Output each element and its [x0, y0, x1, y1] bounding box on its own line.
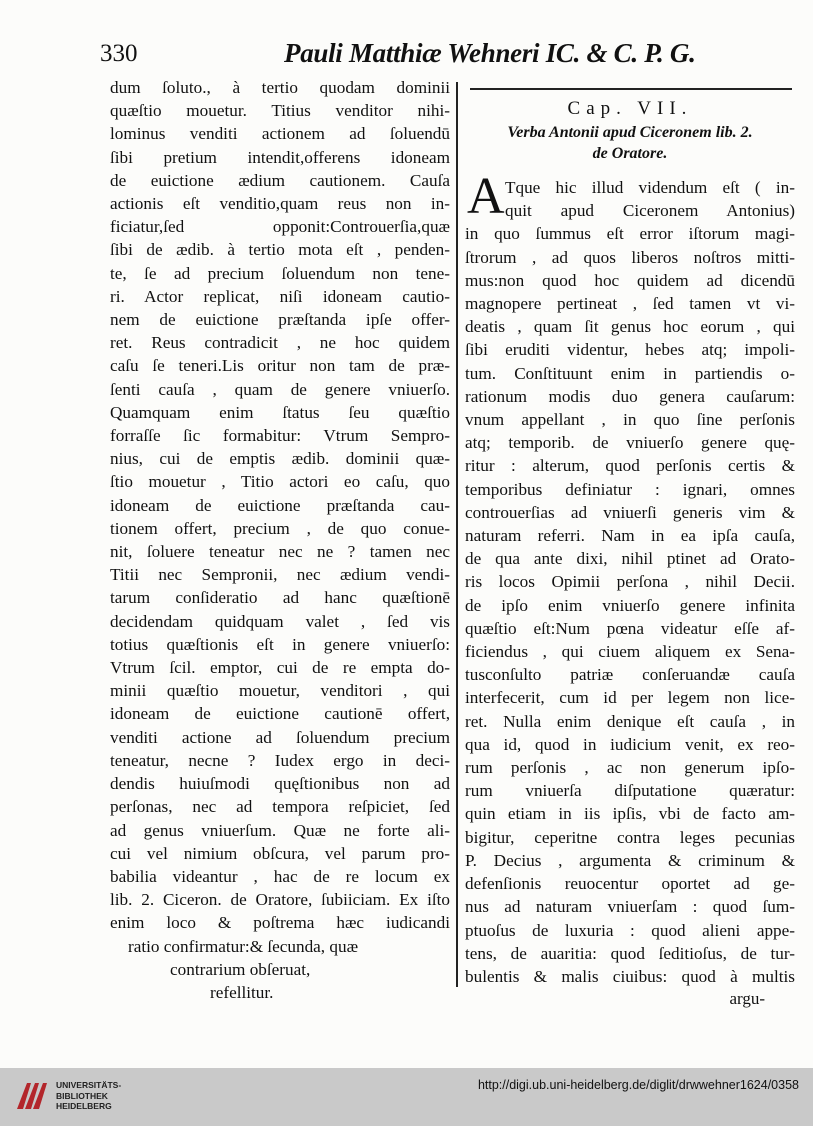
left-column	[110, 76, 450, 1004]
text-line: de qua ante dixi, nihil ptinet ad Orato-	[465, 549, 795, 569]
text-line: tarum conſideratio ad hanc quæſtionē	[110, 588, 450, 608]
text-line: quæſtio mouetur. Titius venditor nihi-	[110, 101, 450, 121]
text-line: tusconſulto patriæ conſeruandæ cauſa	[465, 665, 795, 685]
text-line: lib. 2. Ciceron. de Oratore, ſubiiciam. Ex iſto	[110, 890, 450, 910]
text-line: te, ſe ad precium ſoluendum non tene-	[110, 263, 450, 283]
text-line: ficiatur,ſed opponit:Controuerſia,quæ	[110, 217, 450, 237]
text-line: ret. Reus contradicit , ne hoc quidem	[110, 333, 450, 353]
text-line: quin etiam in iis ipſis, vbi de facto am-	[465, 804, 795, 824]
text-line: idoneam de euictione præſtanda cau-	[110, 495, 450, 515]
text-line: atq; temporib. de vniuerſo genere quę-	[465, 433, 795, 453]
text-line: temporibus definiatur : ignari, omnes	[465, 479, 795, 499]
text-line: totius quæſtionis eſt in genere vniuerſo:	[110, 634, 450, 654]
catchword: argu-	[729, 989, 765, 1009]
text-line: rationum modis duo genera cauſarum:	[465, 386, 795, 406]
running-head: Pauli Matthiæ Wehneri IC. & C. P. G.	[284, 38, 696, 68]
text-line: Quamquam enim ſtatus ſeu quæſtio	[110, 402, 450, 422]
text-line: defenſionis reuocentur oportet ad ge-	[465, 874, 795, 894]
text-line: perſonas, nec ad tempora reſpiciet, ſed	[110, 797, 450, 817]
text-line: contrarium obſeruat,	[170, 959, 311, 979]
chapter-title: Cap. VII.	[567, 98, 693, 119]
right-column-lines	[465, 176, 795, 988]
library-name-line: HEIDELBERG	[56, 1101, 112, 1111]
text-line: mus:non quod hoc quidem ad dicendū	[465, 270, 795, 290]
text-line: de ipſo enim vniuerſo genere infinita	[465, 595, 795, 615]
text-line: ratio confirmatur:& ſecunda, quæ	[128, 936, 359, 956]
text-line: in quo ſummus eſt error iſtorum magi-	[465, 224, 795, 244]
text-line: deatis , quam ſit genus hoc eorum , qui	[465, 317, 795, 337]
text-line: quæſtio eſt:Num pœna videatur eſſe af-	[465, 618, 795, 638]
text-line: enim loco & poſtrema hæc iudicandi	[110, 913, 450, 933]
text-line: magnopere pertineat , ſed tamen vt vi-	[465, 294, 795, 314]
text-line: ſibi eruditi videntur, hebes atq; impoli-	[465, 340, 795, 360]
text-line: decidendam quidquam valet , ſed vis	[110, 611, 450, 631]
text-line: dendis huiuſmodi quęſtionibus non ad	[110, 774, 450, 794]
text-line: lominus venditi actionem ad ſoluendū	[110, 124, 450, 144]
text-line: tens, de auaritia: quod ſeditioſus, de tur-	[465, 943, 795, 963]
drop-initial: A	[467, 168, 505, 225]
text-line: nit, ſoluere teneatur nec ne ? tamen nec	[110, 542, 450, 562]
text-line: interfecerit, cum id per legem non lice-	[465, 688, 795, 708]
chapter-rubric-line-2: de Oratore.	[592, 145, 668, 162]
text-line: refellitur.	[210, 982, 274, 1002]
text-line: ret. Nulla enim denique eſt cauſa , in	[465, 711, 795, 731]
text-line: ad genus vniuerſum. Quæ ne forte ali-	[110, 820, 450, 840]
text-line: rum perſonis , ac non generum ipſo-	[465, 758, 795, 778]
library-name-line: BIBLIOTHEK	[56, 1090, 108, 1101]
text-line: de euictione ædium cautionem. Cauſa	[110, 170, 450, 190]
text-line: ritur : alterum, quod perſonis certis &	[465, 456, 795, 476]
text-line: ficiendus , qui ciuem aliquem ex Sena-	[465, 642, 795, 662]
viewer-footer	[0, 1068, 813, 1126]
text-line: tionem offert, precium , de quo conue-	[110, 518, 450, 538]
text-line: forraſſe ſic formabitur: Vtrum Sempro-	[110, 426, 450, 446]
text-line: venditi actione ad ſoluendum precium	[110, 727, 450, 747]
text-line: bulentis & malis ciuibus: quod à multis	[465, 966, 795, 986]
chapter-body	[465, 168, 795, 988]
library-name-line: UNIVERSITÄTS-	[56, 1080, 122, 1090]
text-line: ſenti cauſa , quam de genere vniuerſo.	[110, 379, 450, 399]
text-line: nem de euictione præſtanda ipſe offer-	[110, 310, 450, 330]
text-line: Vtrum ſcil. emptor, cui de re empta do-	[110, 658, 450, 678]
text-line: teneatur, necne ? Iudex ergo in deci-	[110, 750, 450, 770]
text-line: dum ſoluto., à tertio quodam dominii	[110, 78, 450, 97]
text-line: ſibi de ædib. à tertio mota eſt , penden-	[110, 240, 450, 260]
text-line: ſibi pretium intendit,offerens idoneam	[110, 147, 450, 167]
document-url-link[interactable]: http://digi.ub.uni-heidelberg.de/diglit/drwwehner1624/0358	[477, 1078, 799, 1092]
text-line: babilia videantur , hac de re locum ex	[110, 866, 450, 886]
right-column	[465, 90, 795, 1010]
university-library-logo-icon	[14, 1079, 48, 1113]
column-divider	[456, 82, 458, 987]
text-line: actionis eſt venditio,quam reus non in-	[110, 194, 450, 214]
text-line: naturam referri. Nam in ea ipſa cauſa,	[465, 526, 795, 546]
text-line: ſtio mouetur , Titio actori eo caſu, quo	[110, 472, 450, 492]
page-number: 330	[100, 40, 138, 67]
text-line: Titii nec Sempronii, nec ædium vendi-	[110, 565, 450, 585]
text-line: quit apud Ciceronem Antonius)	[505, 201, 795, 221]
text-line: rum vniuerſa diſputatione quæratur:	[465, 781, 795, 801]
text-line: vnum appellant , in quo ſine perſonis	[465, 410, 795, 430]
text-line: caſu ſe teneri.Lis oritur non tam de præ-	[110, 356, 450, 376]
text-line: ri. Actor replicat, niſi idoneam cautio-	[110, 286, 450, 306]
page-header	[100, 38, 720, 72]
text-line: P. Decius , argumenta & criminum &	[465, 850, 795, 870]
text-line: ris locos Opimii perſona , nihil Decii.	[465, 572, 795, 592]
text-line: tum. Conſtituunt enim in partiendis o-	[465, 363, 795, 383]
text-line: bigitur, ceperitne contra leges pecunias	[465, 827, 795, 847]
text-line: controuerſias ad vniuerſi generis vim &	[465, 502, 795, 522]
text-line: nius, cui de emptis ædib. dominii quæ-	[110, 449, 450, 469]
library-name	[56, 1080, 121, 1112]
text-line: idoneam de euictione cautionē offert,	[110, 704, 450, 724]
chapter-rubric-line-1: Verba Antonii apud Ciceronem lib. 2.	[507, 124, 753, 141]
text-line: ptuoſus de luxuria : quod alieni appe-	[465, 920, 795, 940]
text-line: Tque hic illud videndum eſt ( in-	[505, 178, 795, 197]
text-line: qua id, quod in iudicium venit, ex reo-	[465, 734, 795, 754]
text-line: ſtrorum , ad quos liberos noſtros mitti-	[465, 247, 795, 267]
text-line: nus ad naturam vniuerſam : quod ſum-	[465, 897, 795, 917]
text-line: minii quæſtio mouetur, venditori , qui	[110, 681, 450, 701]
text-line: cui vel nimium obſcura, vel parum pro-	[110, 843, 450, 863]
